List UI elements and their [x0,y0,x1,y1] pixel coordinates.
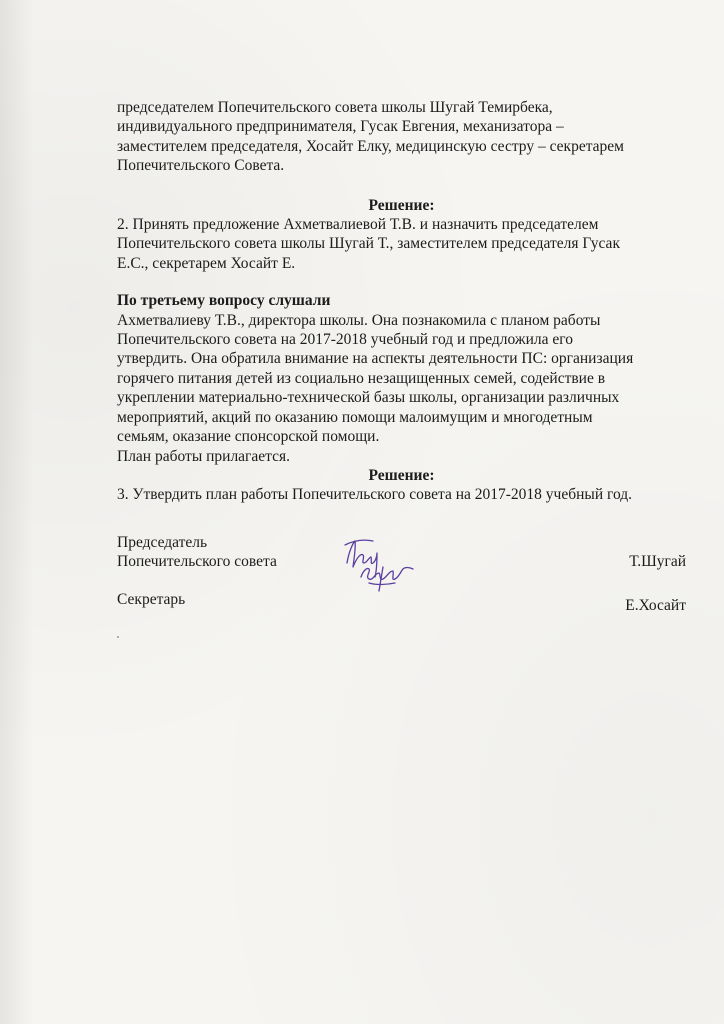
secretary-title: Секретарь [117,591,186,608]
chairman-title-line-2: Попечительского совета [117,553,277,571]
signature-block [117,533,686,614]
chairman-title-line-1: Председатель [117,534,208,551]
secretary-row [117,590,686,614]
scan-edge-shadow [0,0,34,1024]
scan-speck [117,636,119,638]
plan-attached-note: План работы прилагается. [117,447,291,465]
document-body [117,98,686,505]
decision-2-line-3: Е.С., секретарем Хосайт Е. [117,254,296,272]
third-line-6: мероприятий, акций по оказанию помощи малоимущим и многодетным [117,408,593,426]
secretary-name: Е.Хосайт [625,597,686,614]
intro-line-3: заместителем председателя, Хосайт Елку, медицинскую сестру – секретарем [117,137,624,155]
chairman-name: Т.Шугай [629,553,686,571]
third-line-3: утвердить. Она обратила внимание на аспекты деятельности ПС: организация [117,350,634,368]
third-line-4: горячего питания детей из социально незащищенных семей, содействие в [117,369,606,387]
decision-heading-1: Решение: [368,196,435,214]
decision-heading-2: Решение: [368,466,435,484]
decision-2-line-2: Попечительского совета школы Шугай Т., заместителем председателя Гусак [117,235,620,253]
third-question-heading: По третьему вопросу слушали [117,292,331,310]
third-line-7: семьям, оказание спонсорской помощи. [117,428,380,446]
decision-2-line-1: 2. Принять предложение Ахметвалиевой Т.В. и назначить председателем [117,216,599,234]
decision-3: 3. Утвердить план работы Попечительского совета на 2017-2018 учебный год. [117,486,633,504]
third-line-5: укреплении материально-технической базы школы, организации различных [117,389,620,407]
intro-line-4: Попечительского Совета. [117,157,285,175]
third-line-1: Ахметвалиеву Т.В., директора школы. Она познакомила с планом работы [117,311,601,329]
third-line-2: Попечительского совета на 2017-2018 учебный год и предложила его [117,331,573,349]
intro-line-1: председателем Попечительского совета школы Шугай Темирбека, [117,99,553,116]
intro-line-2: индивидуального предпринимателя, Гусак Евгения, механизатора – [117,118,564,136]
